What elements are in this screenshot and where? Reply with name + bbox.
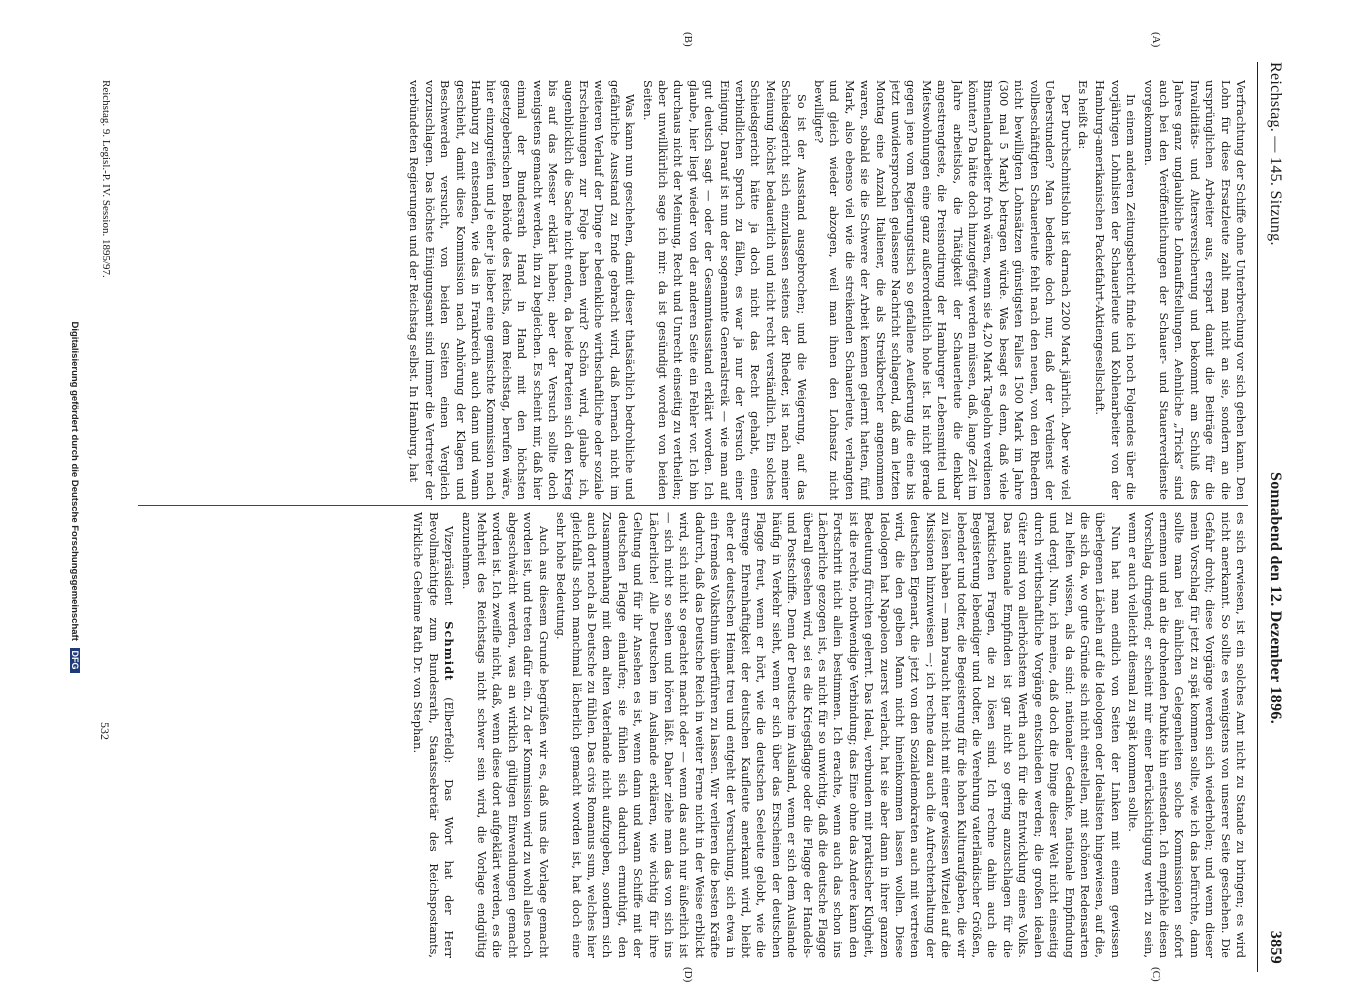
scanned-page <box>52 2 1292 992</box>
page-header <box>1256 2 1292 992</box>
paragraph: Verfrachtung der Schiffe ohne Unterbrechung vor sich gehen kann. Den Lohn für diese Ersatzleute zahlt man nicht an sie, sondern an die ursprünglichen Arbeiter aus, erspart damit die Beiträge für die Invaliditäts- und Altersversicherung und bekommt am Schluß des Jahres ganz unglaubliche Lohnauffstellungen. Aehnliche „Tricks“ sind auch bei den Veröffentlichungen der Schauer- und Stauerverdienste vorgekommen. <box>1141 80 1248 500</box>
speaker-paragraph <box>410 512 456 958</box>
column-divider <box>138 505 1248 506</box>
speaker-name: Schmidt <box>442 621 457 682</box>
header-rule <box>1257 62 1258 972</box>
margin-letter-c: (C) <box>1150 967 1162 982</box>
margin-letter-b: (B) <box>682 32 694 47</box>
left-column <box>128 80 1248 500</box>
dfg-logo: DFG <box>70 648 80 673</box>
header-date: Sonnabend den 12. Dezember 1896. <box>1267 472 1284 724</box>
paragraph: Was kann nun geschehen, damit dieser thatsächlich bedrohliche und gefährliche Ausstand zu Ende gebracht wird, daß hernach nicht im weiteren Verlauf der Dinge er bedenkliche wirthschaftliche oder soziale Erscheinungen zur Folge haben wird? Schön wird, glaube ich, augenblicklich die Sache nicht enden, da beide Parteien sich den Krieg bis auf das Messer erklärt haben; aber der Versuch sollte doch wenigstens gemacht werden, ihn zu begleichen. Es scheint mir, daß hier einmal der Bundesrath Hand in Hand mit den höchsten gesetzgeberischen Behörde des Reichs, dem Reichstag, berufen wäre, hier einzugreifen und je eher je lieber eine gemischte Kommission nach Hamburg zu entsenden, wie das in Frankreich auch dann und wann geschieht, damit diese Kommission nach Anhörung der Klagen und Beschwerden versucht, von beiden Seiten einen Vergleich vorzuschlagen. Das höchste Einigungsamt sind immer die Vertreter der verbündeten Regierungen und der Reichstag selbst. In Hamburg, hat <box>407 80 638 500</box>
margin-letter-d: (D) <box>682 967 694 983</box>
paragraph: es sich erwiesen, ist ein solches Amt nicht zu Stande zu bringen; es wird nicht anerkannt. So sollte es wenigstens von unserer Seite geschehen. Die Gefahr droht; diese Vorgänge werden sich wiederholen; und wenn dieser mein Vorschlag für jetzt zu spät kommen sollte, wie ich das befürchte, dann sollte man bei ähnlichen Gelegenheiten solche Kommissionen sofort ernennen und an die drohenden Punkte hin entsenden. Ich empfehle diesen Vorschlag dringend; er scheint mir einer Berücksichtigung werth zu sein, wenn er auch vielleicht diesmal zu spät kommen sollte. <box>1126 512 1248 958</box>
footer-page-number: 532 <box>98 722 112 740</box>
paragraph: Es heißt da: <box>1075 80 1090 150</box>
digitization-note <box>69 2 80 992</box>
right-column <box>128 512 1248 958</box>
header-page-number: 3859 <box>1267 930 1284 964</box>
speaker-title: Vizepräsident <box>442 526 457 606</box>
paragraph: Auch aus diesem Grunde begrüßen wir es, daß uns die Vorlage gemacht worden ist, und treten dafür ein. Zu der Kommission wird zu wohl alles noch abgeschwächt werden, was an wirklich gültigen Einwendungen gemacht worden ist. Ich zweifle nicht, daß, wenn diese dort aufgeklärt werden, es die Mehrheit des Reichstags nicht schwer sein wird, die Vorlage endgültig anzunehmen. <box>459 512 551 958</box>
paragraph: In einem anderen Zeitungsbericht finde ich noch Folgendes über die vorjährigen Lohnlisten der Schauerleute und Kohlenarbeiter von der Hamburg-amerikanischen Packetfahrt-Aktiengesellschaft. <box>1093 80 1139 500</box>
speaker-text: (Elberfeld): Das Wort hat der Herr Bevollmächtigte zum Bundesrath, Staatssekretär des Reichspostamts, Wirkliche Geheime Rath Dr. von Stephan. <box>411 512 457 958</box>
quoted-paragraph: Der Durchschnittslohn ist darnach 2200 Mark jährlich. Aber wie viel Ueberstunden? Man bedenke doch nur, daß der Verdienst der vollbeschäftigten Schauerleute fehlt nach den neuen, von den Rhedern nicht bewilligten Lohnsätzen günstigsten Falles 1500 Mark im Jahre (300 mal 5 Mark) betragen würde. Was besagt es denn, daß viele Binnenlandarbeiter froh wären, wenn sie 4,20 Mark Tagelohn verdienen könnten? Da hätte doch hinzugefügt werden müssen, daß, lange Zeit im Jahre arbeitslos, die Thätigkeit der Schauerleute die denkbar angestrengteste, die Preisnotirung der Hamburger Lebensmittel und Mietswohnungen eine ganz außerordentlich hohe ist. Ist nicht gerade gegen jene vom Regierungstisch so gefallene Aeußerung die eine bis jetzt unwidersprochen gelassene Nachricht schlagend, daß am letzten Montag eine Anzahl Italiener, die als Streikbrecher angenommen waren, sobald sie die Schwere der Arbeit kennen gelernt hatten, fünf Mark, also ebenso viel wie die streikenden Schauerleute, verlangten und gleich wieder abzogen, weil man ihnen den Lohnsatz nicht bewilligte? <box>812 80 1073 500</box>
margin-letter-a: (A) <box>1150 32 1162 48</box>
digitization-text: Digitalisierung gefördert durch die Deutsche Forschungsgemeinschaft <box>69 321 80 641</box>
footer-session: Reichstag. 9. Legisl.-P. IV. Session. 1895/97. <box>100 80 112 278</box>
paragraph: So ist der Ausstand ausgebrochen; und die Weigerung, auf das Schiedsgericht sich einzulassen seitens der Rheder, ist nach meiner Meinung höchst bedauerlich und nicht recht verständlich. Ein solches Schiedsgericht hätte ja doch nicht das Recht gehabt, einen verbindlichen Spruch zu fällen, es war ja nur der Versuch einer Einigung. Darauf ist nun der sogenannte Generalstreik — wie man auf gut deutsch sagt — oder der Gesammtausstand erklärt worden. Ich glaube, hier liegt wieder von der anderen Seite ein Fehler vor. Ich bin durchaus nicht der Meinung, Recht und Unrecht einseitig zu vertheilen; aber unwillkürlich sage ich mir: da ist gesündigt worden von beiden Seiten. <box>640 80 809 500</box>
header-session: Reichstag. — 145. Sitzung. <box>1267 62 1284 246</box>
paragraph: Nun hat man endlich von Seiten der Linken mit einem gewissen überlegenen Lächeln auf die Ideologen oder Idealisten hingewiesen, auf die, die sich da, wo gute Gründe sich nicht einstellen, mit schönen Redensarten zu helfen wissen, als da sind: nationaler Gedanke, nationale Empfindung und dergl. Nun, ich meine, daß doch die Dinge dieser Welt nicht einseitig durch wirthschaftliche Vorgänge entschieden werden; die großen idealen Güter sind von allerhöchstem Werth auch für die Entwicklung eines Volks. Das nationale Empfinden ist gar nicht so gering anzuschlagen für die praktischen Fragen, die zu lösen sind. Ich rechne dahin auch die Begeisterung lebendiger und todter, die Verehrung vaterländischer Größen, lebender und todter, die Begeisterung für die hohen Kulturaufgaben, die wir zu lösen haben — man braucht hier nicht mit einer gewissen Witzelei auf die Missionen hinzuweisen —; ich rechne dazu auch die Aufrechterhaltung der deutschen Eigenart, die jetzt von den Sozialdemokraten auch mit vertreten wird, die den gelben Mann nicht hineinkommen lassen wollen. Diese Ideologen hat Napoleon zuerst verlacht, hat sie aber dann in ihrer ganzen Bedeutung fürchten gelernt. Das Ideal, verbunden mit praktischer Klugheit, ist die rechte, nothwendige Verbindung; das Eine ohne das Andere kann den Fortschritt nicht allein bestimmen. Ich erachte, wenn auch das schon ins Lächerliche gezogen ist, es nicht für so unwichtig, daß die deutsche Flagge überall gesehen wird, sei es die Kriegsflagge oder die Flagge der Handels- und Postschiffe. Denn der Deutsche im Ausland, wenn er sich dem Auslande häufig in Verkehr sieht, wenn er sich über das Erscheinen der deutschen Flagge freut, wenn er hört, wie die deutschen Seeleute gelobt, wie die strenge Ehrenhaftigkeit der deutschen Kaufleute anerkannt wird, bleibt eher der deutschen Heimat treu und entgeht der Versuchung, sich etwa in ein fremdes Volksthum überführen zu lassen. Wir verlieren die besten Kräfte dadurch, daß das Deutsche Reich in weiter Ferne nicht in der Weise erblickt wird, sich nicht so geachtet macht oder — wenn das auch nur äußerlich ist — sich nicht so sehen und hören läßt. Daher ziehe man das von sich ins Lächerliche! Alle Deutschen im Auslande erklären, wie wichtig für ihre Geltung und für ihr Ansehen es ist, wenn dann und wann Schiffe mit der deutschen Flagge einlaufen; sie fühlen sich dadurch ermuthigt, den Zusammenhang mit dem alten Vaterlande nicht aufzugeben, sondern sich auch dort noch als Deutsche zu fühlen. Das civis Romanus sum, welches hier gleichfalls schon manchmal lächerlich gemacht worden ist, hat doch eine sehr hohe Bedeutung. <box>554 512 1123 958</box>
